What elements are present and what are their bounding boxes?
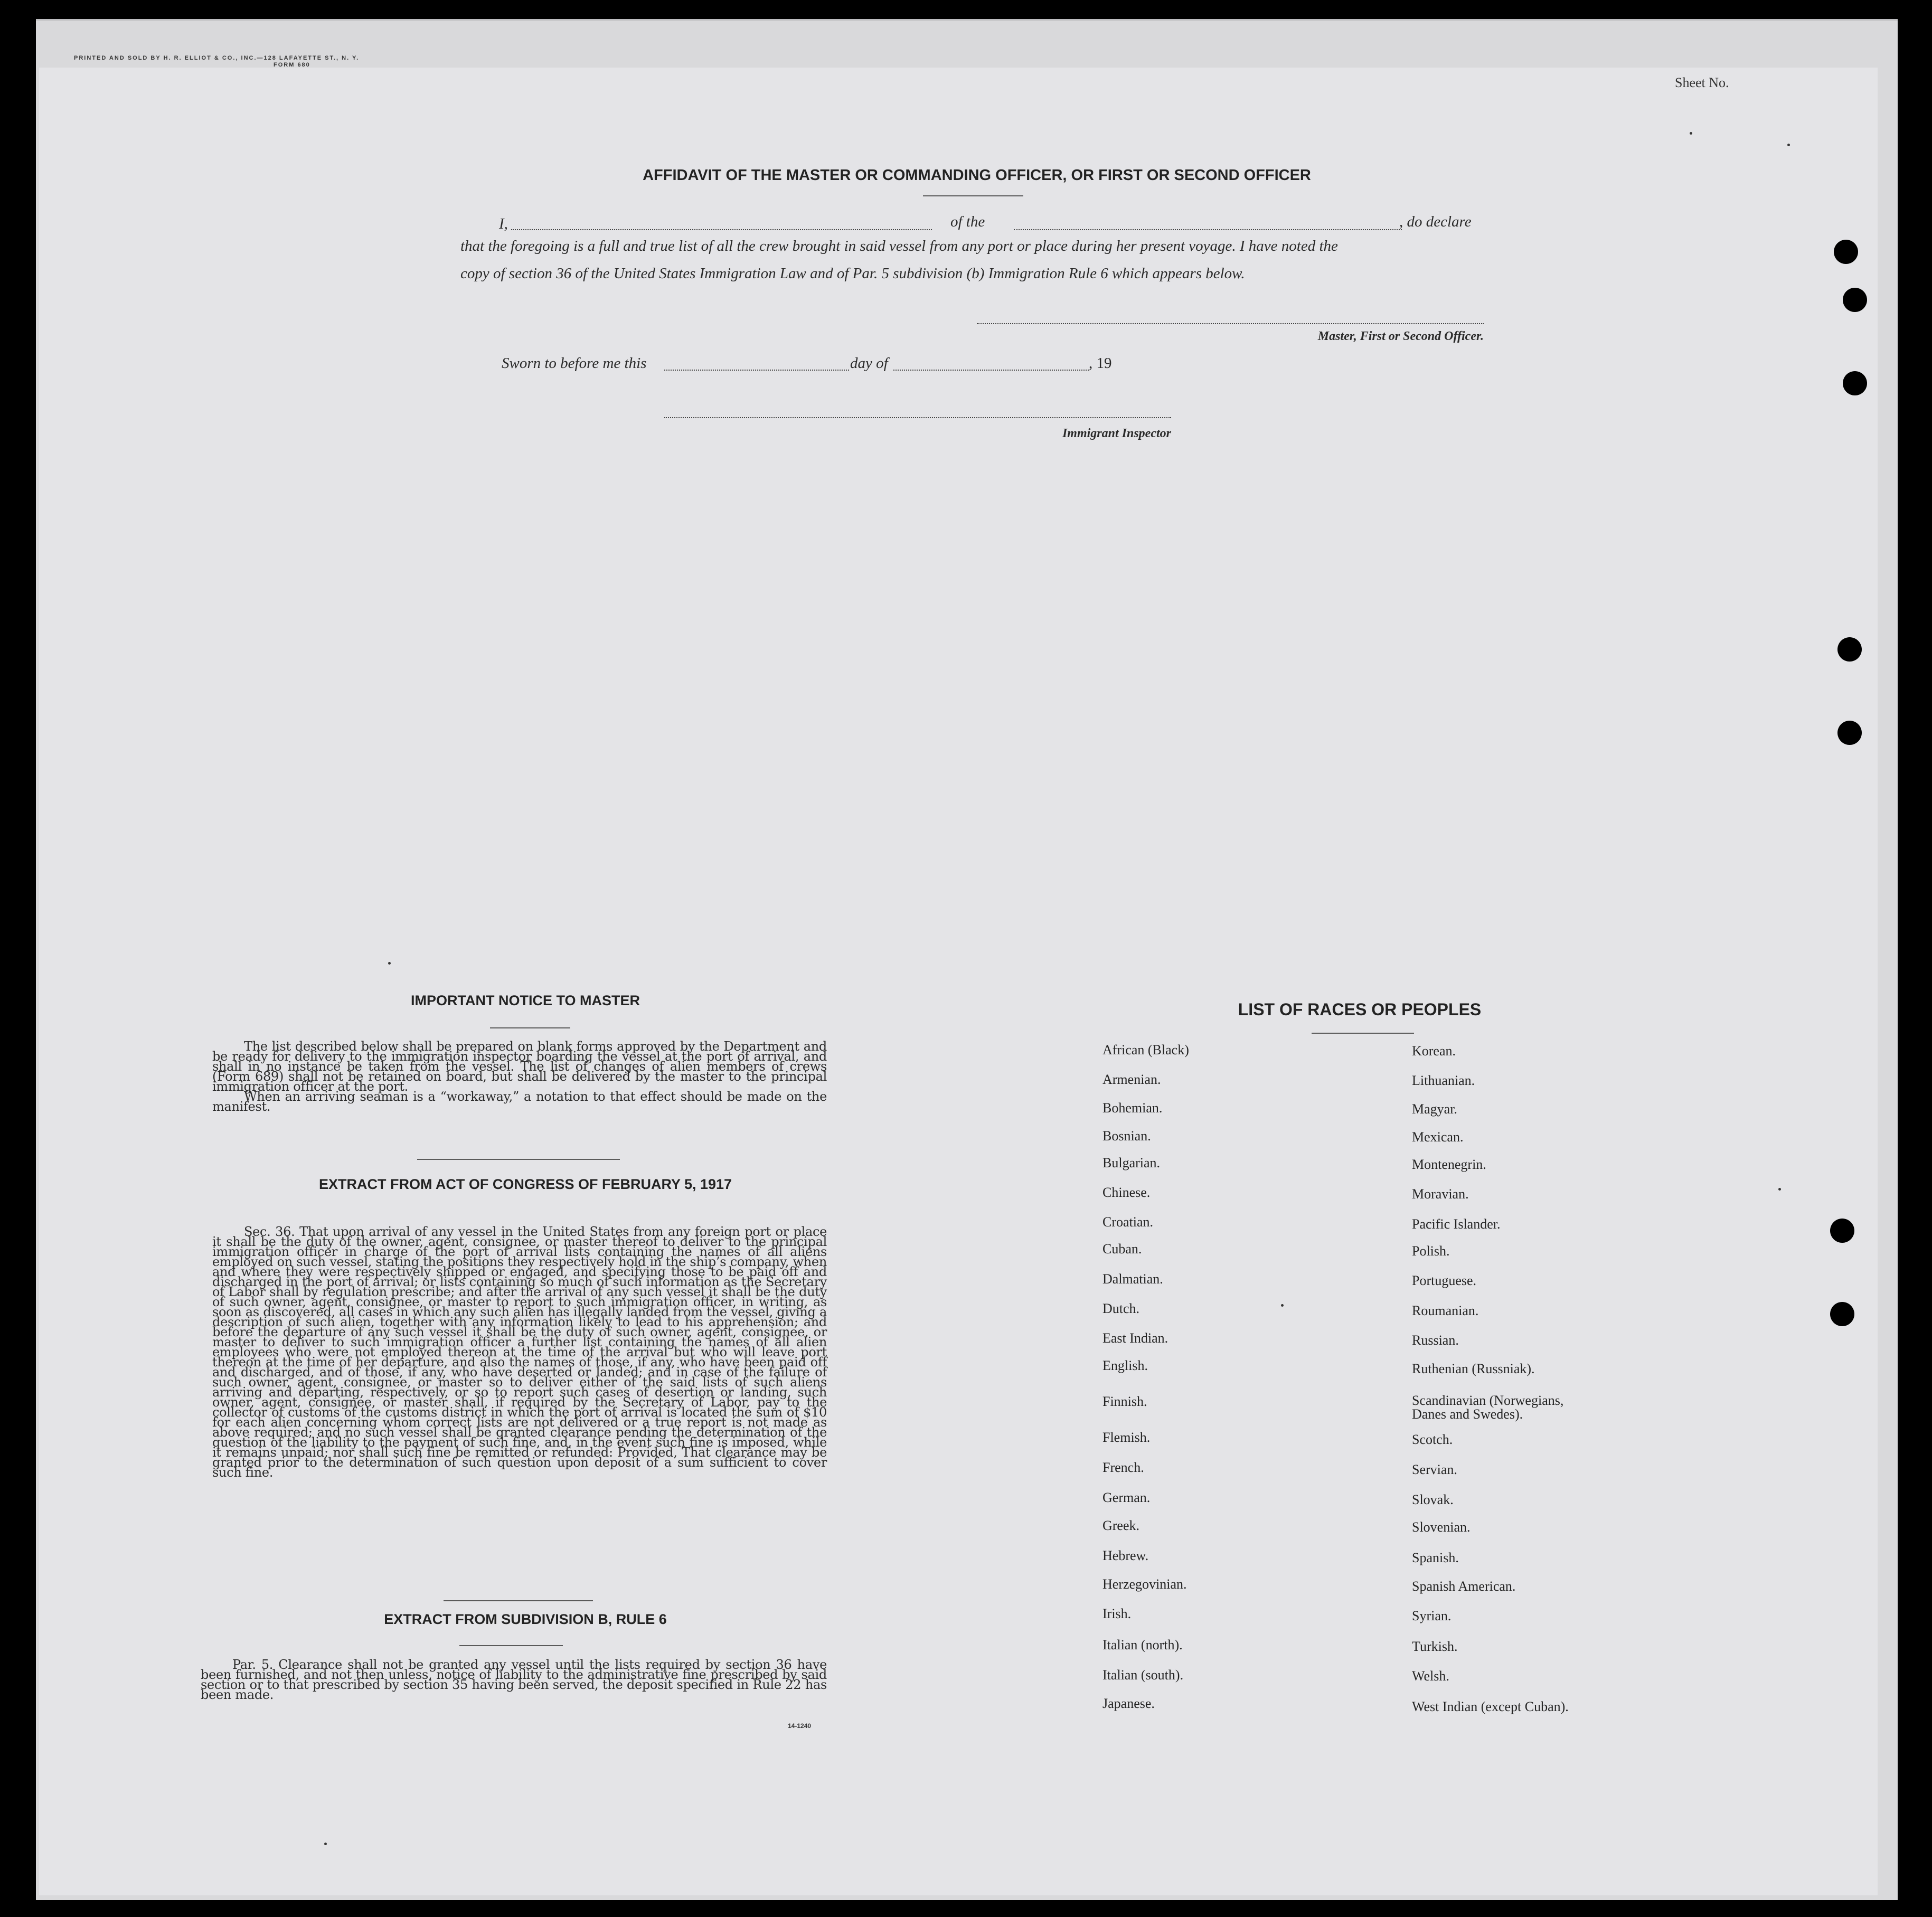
race-item: Mexican.: [1412, 1129, 1464, 1145]
race-item: Welsh.: [1412, 1668, 1449, 1684]
race-item: Lithuanian.: [1412, 1073, 1475, 1088]
race-item: Servian.: [1412, 1462, 1457, 1477]
act-extract-title: EXTRACT FROM ACT OF CONGRESS OF FEBRUARY 5, 1917: [318, 1176, 732, 1192]
race-item: Italian (south).: [1102, 1667, 1184, 1683]
race-item: Bosnian.: [1102, 1128, 1151, 1144]
race-item: Greek.: [1102, 1518, 1140, 1533]
ink-speck: [1787, 144, 1790, 146]
inspector-caption: Immigrant Inspector: [1062, 427, 1171, 440]
race-item: Bohemian.: [1102, 1100, 1163, 1116]
notice-paragraph-2: When an arriving seaman is a “workaway,” a notation to that effect should be made on the manifest.: [212, 1089, 827, 1114]
race-item: Bulgarian.: [1102, 1155, 1161, 1170]
race-item: Scotch.: [1412, 1432, 1453, 1447]
printer-imprint: [74, 55, 359, 69]
races-title-rule: [1312, 1033, 1414, 1034]
race-item: Korean.: [1412, 1043, 1456, 1059]
race-item: Moravian.: [1412, 1186, 1469, 1202]
race-item: Armenian.: [1102, 1072, 1161, 1087]
race-item: Croatian.: [1102, 1214, 1154, 1230]
form-number: FORM 680: [274, 62, 310, 68]
vessel-name-line[interactable]: [1014, 216, 1402, 230]
race-item: Ruthenian (Russniak).: [1412, 1361, 1535, 1376]
ink-speck: [1281, 1304, 1284, 1307]
race-item: Flemish.: [1102, 1430, 1151, 1445]
notice-paragraph-1: The list described below shall be prepared on blank forms approved by the Department and be ready for delivery to the immigration inspector boarding the vessel at the port of arrival, and shall in no instance be taken from the vessel. The list of changes of alien members of crews (Form 689) shall not be retained on board, but shall be delivered by the master to the principal immigration officer at the port.: [212, 1039, 827, 1094]
race-item: Slovenian.: [1412, 1519, 1471, 1535]
race-item: Magyar.: [1412, 1101, 1457, 1117]
race-item: Cuban.: [1102, 1241, 1142, 1257]
binder-hole: [1837, 721, 1862, 745]
race-item: African (Black): [1102, 1042, 1189, 1057]
race-item: Japanese.: [1102, 1696, 1155, 1711]
affidavit-line-2: that the foregoing is a full and true list of all the crew brought in said vessel from any port or place during her present voyage. I have noted the: [460, 238, 1338, 254]
race-item: Irish.: [1102, 1606, 1132, 1621]
affidavit-title-rule: [923, 195, 1023, 196]
affidavit-do-declare: , do declare: [1399, 213, 1472, 230]
inspector-signature-line[interactable]: [664, 407, 1171, 418]
race-item: French.: [1102, 1460, 1144, 1475]
race-item: Syrian.: [1412, 1608, 1452, 1623]
binder-hole: [1843, 371, 1867, 395]
ink-speck: [1778, 1188, 1781, 1191]
form-code: 14-1240: [788, 1722, 812, 1730]
ink-speck: [1690, 132, 1692, 135]
race-item: Chinese.: [1102, 1185, 1151, 1200]
race-item: Hebrew.: [1102, 1548, 1149, 1563]
act-extract-body: [212, 1224, 827, 1480]
race-item: Scandinavian (Norwegians, Danes and Swedes).: [1412, 1393, 1564, 1422]
affidavit-line-3: copy of section 36 of the United States Immigration Law and of Par. 5 subdivision (b) Immigration Rule 6 which appears below.: [460, 265, 1245, 282]
race-item: Pacific Islander.: [1412, 1216, 1501, 1232]
binder-hole: [1830, 1219, 1854, 1243]
sworn-prefix: Sworn to before me this: [502, 355, 647, 372]
affidavit-of-the: of the: [950, 213, 985, 230]
affiant-name-line[interactable]: [511, 216, 932, 230]
notice-body: [212, 1039, 827, 1114]
race-item: Spanish.: [1412, 1550, 1459, 1565]
notice-title: IMPORTANT NOTICE TO MASTER: [411, 993, 640, 1008]
race-item: Dutch.: [1102, 1301, 1140, 1316]
race-item: East Indian.: [1102, 1330, 1168, 1346]
race-item: Dalmatian.: [1102, 1271, 1163, 1287]
race-item: Slovak.: [1412, 1492, 1454, 1507]
binder-hole: [1830, 1302, 1854, 1326]
rule-extract-body: [201, 1657, 827, 1702]
race-item: Russian.: [1412, 1333, 1459, 1348]
act-extract-text: Sec. 36. That upon arrival of any vessel in the United States from any foreign port or place it shall be the duty of the owner, agent, consignee, or master thereof to deliver to the principal immigration officer in charge of the port of arrival lists containing the names of all aliens employed on such vessel, stating the positions they respectively hold in the ship’s company, when and where they were respectively shipped or engaged, and specifying those to be paid off and discharged in the port of arrival; or lists containing so much of such information as the Secretary of Labor shall by regulation prescribe; and after the arrival of any such vessel it shall be the duty of such owner, agent, consignee, or master to report to such immigration officer, in writing, as soon as discovered, all cases in which any such alien has illegally landed from the vessel, giving a description of such alien, together with any information likely to lead to his apprehension; and before the departure of any such vessel it shall be the duty of such owner, agent, consignee, or master to deliver to such immigration officer a further list containing the names of all alien employees who were not employed thereon at the time of the arrival but who will leave port thereon at the time of her departure, and also the names of those, if any, who have been paid off and discharged, and of those, if any, who have deserted or landed; and in case of the failure of such owner, agent, consignee, or master so to deliver either of the said lists of such aliens arriving and departing, respectively, or so to report such cases of desertion or landing, such owner, agent, consignee, or master shall, if required by the Secretary of Labor, pay to the collector of customs of the customs district in which the port of arrival is located the sum of $10 for each alien concerning whom correct lists are not delivered or a true report is not made as above required; and no such vessel shall be granted clearance pending the determination of the question of the liability to the payment of such fine, and, in the event such fine is imposed, while it remains unpaid; nor shall such fine be remitted or refunded: Provided, That clearance may be granted prior to the determination of such question upon deposit of a sum sufficient to cover such fine.: [212, 1224, 827, 1480]
rule-extract-title: EXTRACT FROM SUBDIVISION B, RULE 6: [384, 1611, 667, 1627]
race-item: Turkish.: [1412, 1639, 1458, 1654]
races-title: LIST OF RACES OR PEOPLES: [1238, 1000, 1482, 1019]
binder-hole: [1834, 240, 1858, 264]
race-item: Italian (north).: [1102, 1637, 1183, 1652]
race-item: West Indian (except Cuban).: [1412, 1699, 1569, 1714]
race-item: Portuguese.: [1412, 1273, 1477, 1288]
race-item: English.: [1102, 1358, 1148, 1373]
race-item: German.: [1102, 1490, 1151, 1505]
race-item: Herzegovinian.: [1102, 1576, 1187, 1592]
race-item: Spanish American.: [1412, 1579, 1516, 1594]
rule-separator-rule: [444, 1600, 593, 1601]
ink-speck: [388, 962, 391, 965]
printer-line: PRINTED AND SOLD BY H. R. ELLIOT & CO., INC.—128 LAFAYETTE ST., N. Y.: [74, 55, 360, 61]
race-item: Polish.: [1412, 1243, 1450, 1259]
affidavit-i: I,: [499, 215, 508, 232]
binder-hole: [1843, 288, 1867, 312]
master-signature-caption: Master, First or Second Officer.: [1317, 329, 1484, 343]
master-signature-line[interactable]: [977, 310, 1484, 324]
ink-speck: [324, 1843, 327, 1845]
sworn-day-of: day of: [850, 355, 888, 372]
sworn-month-line[interactable]: [893, 358, 1089, 371]
sheet-number-label: Sheet No.: [1675, 75, 1729, 90]
affidavit-title: AFFIDAVIT OF THE MASTER OR COMMANDING OFFICER, OR FIRST OR SECOND OFFICER: [643, 167, 1311, 184]
rule-extract-text: Par. 5. Clearance shall not be granted any vessel until the lists required by section 36 have been furnished, and not then unless, notice of liability to the administrative fine prescribed by said section or to that prescribed by section 35 having been served, the deposit specified in Rule 22 has been made.: [201, 1657, 827, 1702]
race-item: Roumanian.: [1412, 1303, 1479, 1318]
act-separator-rule: [417, 1159, 620, 1160]
binder-hole: [1837, 637, 1862, 662]
race-item: Finnish.: [1102, 1394, 1147, 1409]
sworn-year: , 19: [1089, 355, 1112, 372]
race-item: Montenegrin.: [1412, 1157, 1486, 1172]
sworn-day-line[interactable]: [664, 358, 849, 371]
notice-title-rule: [490, 1027, 570, 1028]
rule-title-rule: [459, 1645, 563, 1646]
